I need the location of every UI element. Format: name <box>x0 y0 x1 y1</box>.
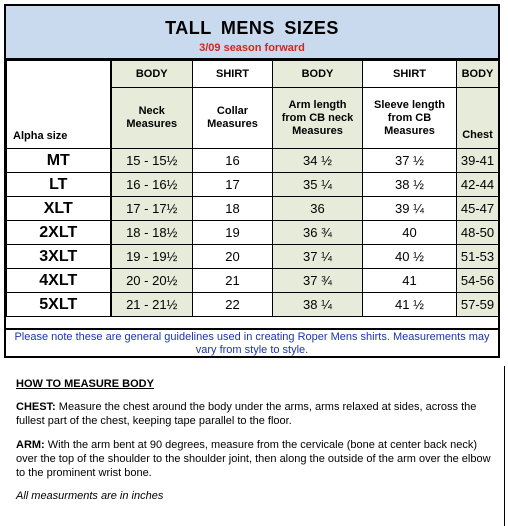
desc-chest-line1: Chest <box>462 129 493 141</box>
table-row <box>7 149 499 173</box>
neck-cell: 21 - 21½ <box>111 293 193 317</box>
units-footnote: All measurments are in inches <box>16 490 164 502</box>
neck-cell: 15 - 15½ <box>111 149 193 173</box>
sleeve-cell: 38 ½ <box>363 173 457 197</box>
collar-cell: 22 <box>193 293 273 317</box>
sleeve-cell: 41 ½ <box>363 293 457 317</box>
arm-cell: 37 ¼ <box>273 245 363 269</box>
alpha-size-label: Alpha size <box>13 130 68 142</box>
collar-cell: 21 <box>193 269 273 293</box>
guideline-note: Please note these are general guidelines used in creating Roper Mens shirts. Measurements may vary from style to style. <box>6 328 498 356</box>
chart-subtitle: 3/09 season forward <box>199 42 305 54</box>
arm-cell: 34 ½ <box>273 149 363 173</box>
category-collar: SHIRT <box>193 61 273 88</box>
table-row <box>7 293 499 317</box>
size-cell: LT <box>7 173 111 197</box>
desc-sleeve <box>363 88 457 149</box>
collar-cell: 19 <box>193 221 273 245</box>
desc-sleeve-line1: Sleeve length <box>374 98 445 111</box>
desc-neck-line1: Neck <box>138 105 165 117</box>
category-header-row <box>7 61 499 88</box>
size-cell: MT <box>7 149 111 173</box>
collar-cell: 18 <box>193 197 273 221</box>
chest-label: CHEST: <box>16 401 56 413</box>
section-divider <box>504 366 505 526</box>
neck-cell: 19 - 19½ <box>111 245 193 269</box>
sleeve-cell: 40 <box>363 221 457 245</box>
arm-label: ARM: <box>16 439 45 451</box>
desc-neck-line2: Measures <box>126 118 178 130</box>
desc-collar <box>193 88 273 149</box>
alpha-size-header <box>7 61 111 149</box>
chest-instruction <box>16 400 492 428</box>
collar-cell: 16 <box>193 149 273 173</box>
chest-cell: 45-47 <box>457 197 499 221</box>
neck-cell: 16 - 16½ <box>111 173 193 197</box>
chest-cell: 54-56 <box>457 269 499 293</box>
neck-cell: 20 - 20½ <box>111 269 193 293</box>
category-chest: BODY <box>457 61 499 88</box>
table-row <box>7 221 499 245</box>
sleeve-cell: 40 ½ <box>363 245 457 269</box>
desc-arm-line2: from CB neck <box>281 111 354 124</box>
size-cell: 3XLT <box>7 245 111 269</box>
chest-cell: 57-59 <box>457 293 499 317</box>
sleeve-cell: 39 ¼ <box>363 197 457 221</box>
size-chart <box>4 4 500 358</box>
table-row <box>7 197 499 221</box>
arm-instruction <box>16 438 492 480</box>
chest-cell: 39-41 <box>457 149 499 173</box>
neck-cell: 17 - 17½ <box>111 197 193 221</box>
desc-arm-line1: Arm length <box>288 98 347 111</box>
table-row <box>7 269 499 293</box>
desc-arm <box>273 88 363 149</box>
desc-arm-line3: Measures <box>292 124 343 137</box>
collar-cell: 17 <box>193 173 273 197</box>
sleeve-cell: 41 <box>363 269 457 293</box>
sleeve-cell: 37 ½ <box>363 149 457 173</box>
chest-cell: 51-53 <box>457 245 499 269</box>
size-cell: 5XLT <box>7 293 111 317</box>
desc-collar-line2: Measures <box>207 118 258 130</box>
arm-cell: 36 <box>273 197 363 221</box>
size-cell: 4XLT <box>7 269 111 293</box>
title-band <box>6 6 498 60</box>
chest-cell: 42-44 <box>457 173 499 197</box>
arm-cell: 37 ¾ <box>273 269 363 293</box>
category-arm: BODY <box>273 61 363 88</box>
arm-cell: 35 ¼ <box>273 173 363 197</box>
category-sleeve: SHIRT <box>363 61 457 88</box>
size-table <box>6 60 499 317</box>
arm-text: With the arm bent at 90 degrees, measure from the cervicale (bone at center back neck) over the top of the shoulder to the shoulder joint, then along the outside of the arm over the elbow to the prominent wrist bone. <box>16 439 491 479</box>
category-neck: BODY <box>111 61 193 88</box>
neck-cell: 18 - 18½ <box>111 221 193 245</box>
desc-sleeve-line3: Measures <box>384 124 435 137</box>
arm-cell: 38 ¼ <box>273 293 363 317</box>
size-cell: 2XLT <box>7 221 111 245</box>
desc-collar-line1: Collar <box>216 105 249 117</box>
how-to-measure-title: HOW TO MEASURE BODY <box>16 378 154 390</box>
how-to-measure-section <box>4 366 508 522</box>
chest-cell: 48-50 <box>457 221 499 245</box>
desc-sleeve-line2: from CB <box>387 111 432 124</box>
desc-chest <box>457 88 499 149</box>
chest-text: Measure the chest around the body under the arms, arms relaxed at sides, across the fullest part of the chest, keeping tape parallel to the floor. <box>16 401 477 427</box>
table-row <box>7 245 499 269</box>
collar-cell: 20 <box>193 245 273 269</box>
table-row <box>7 173 499 197</box>
chart-title: TALL MENS SIZES <box>165 18 339 38</box>
size-cell: XLT <box>7 197 111 221</box>
arm-cell: 36 ¾ <box>273 221 363 245</box>
desc-neck <box>111 88 193 149</box>
